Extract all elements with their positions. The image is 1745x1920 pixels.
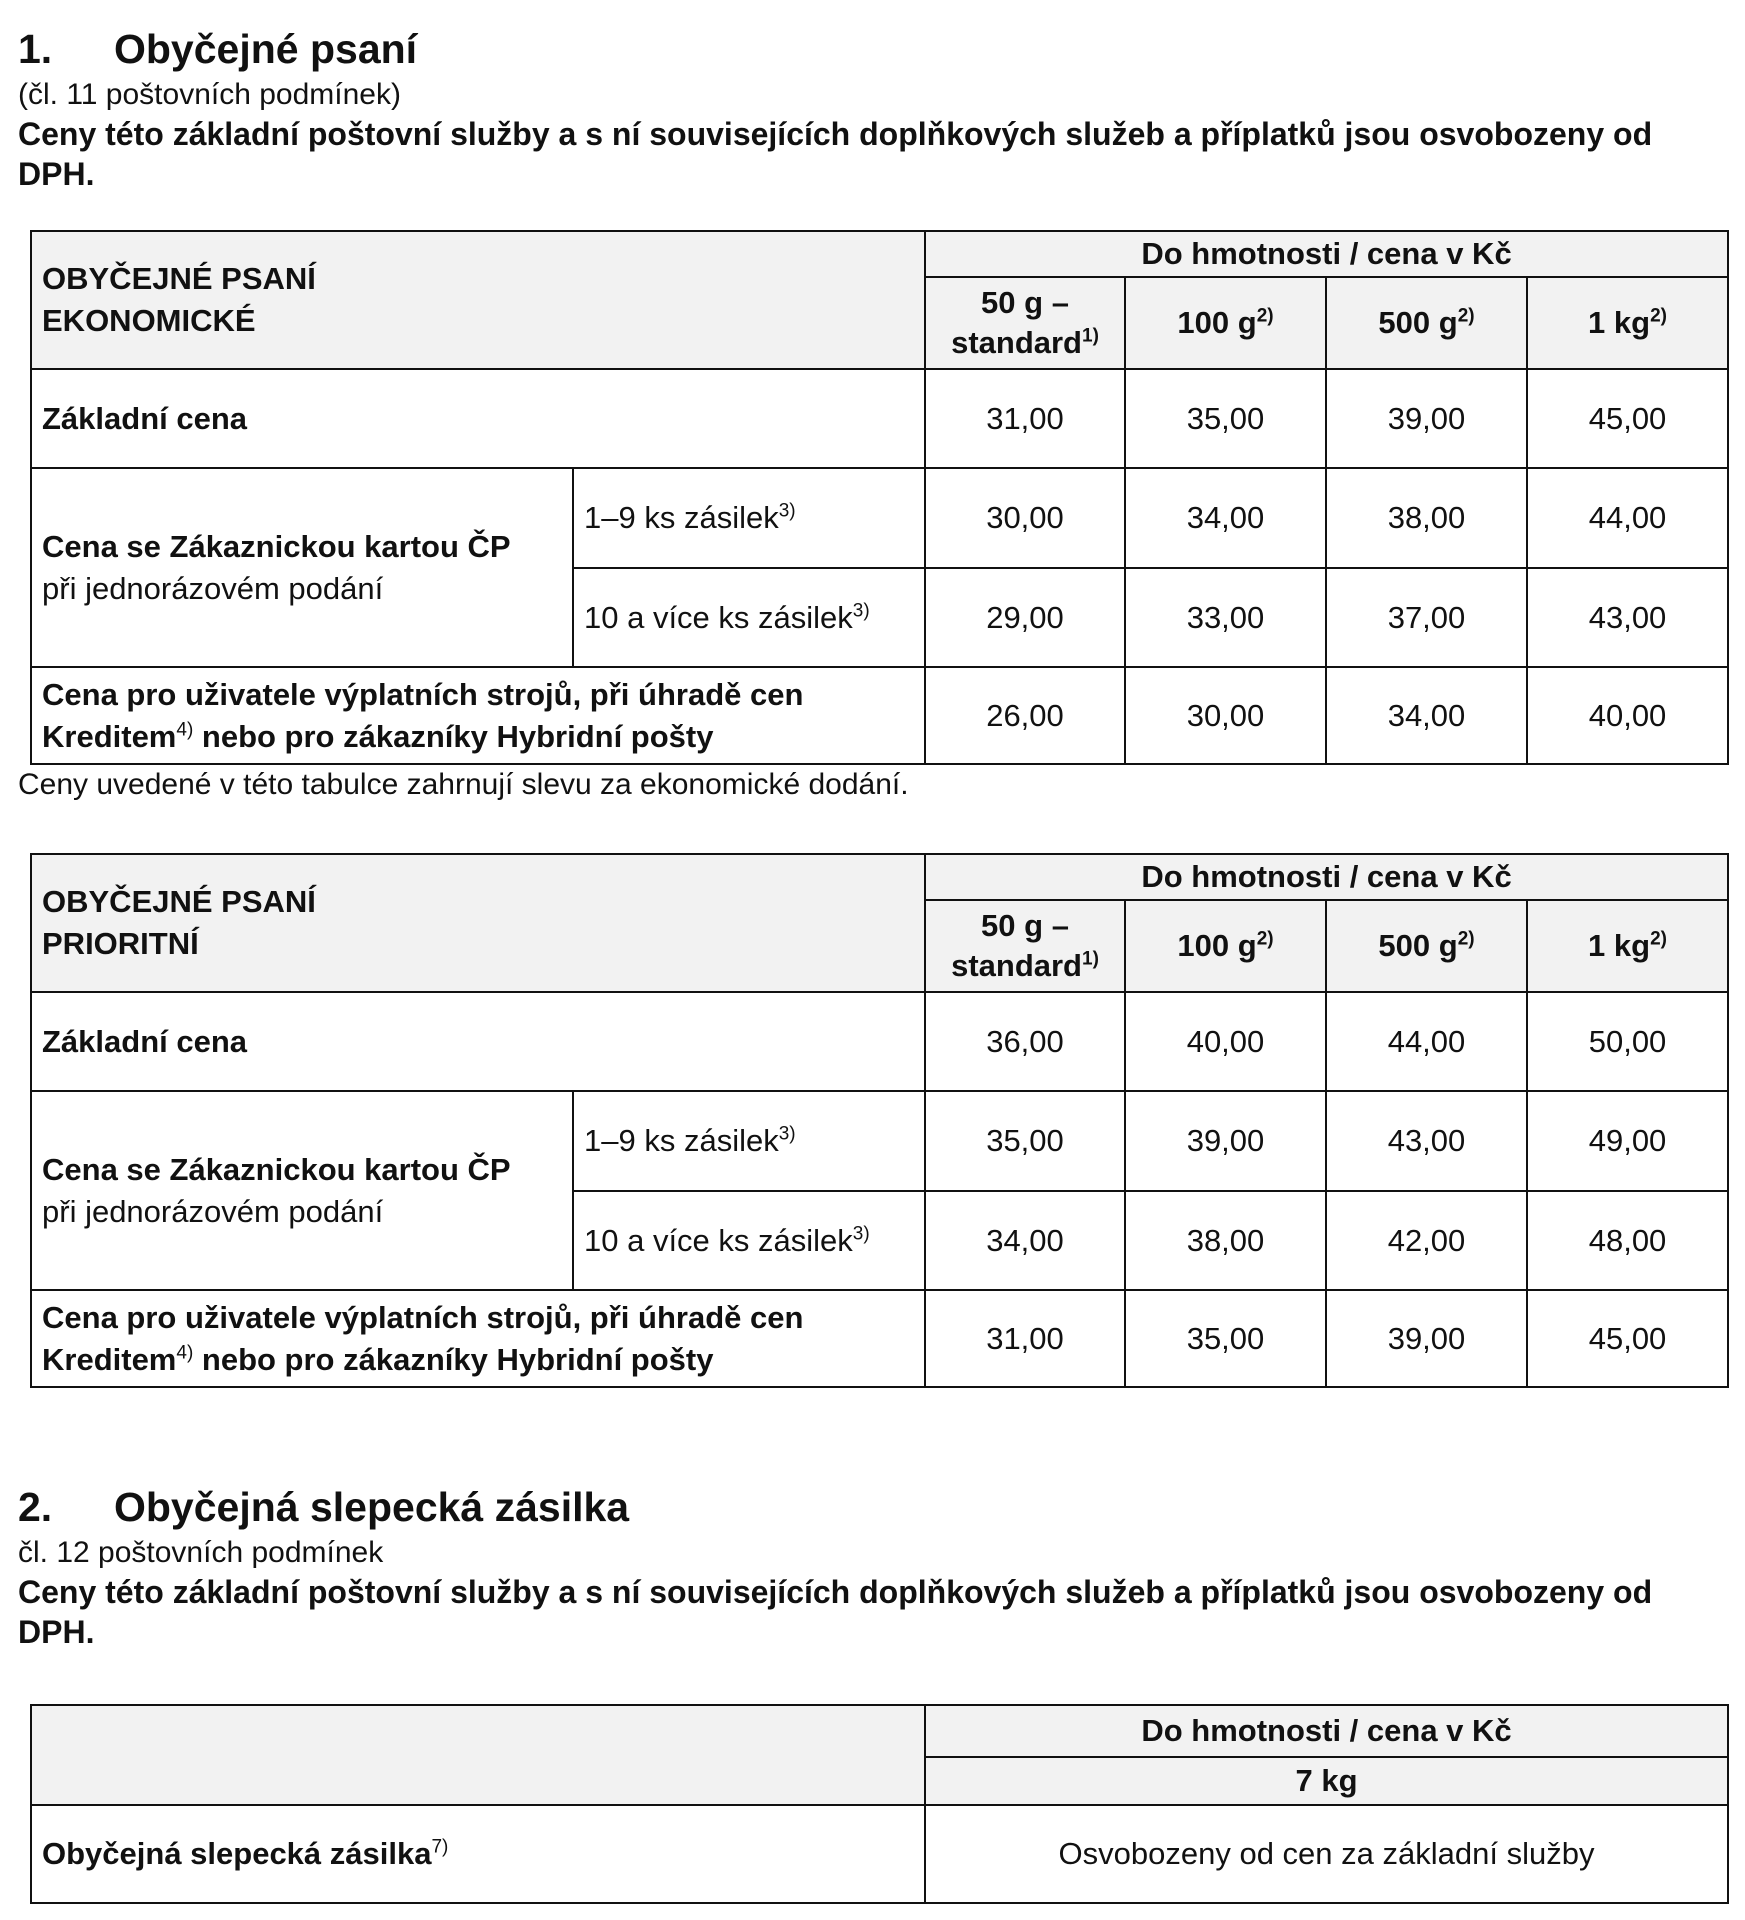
price-cell: 38,00 [1326, 468, 1527, 568]
table-row [31, 992, 1728, 1091]
sub-label-1-9: 1–9 ks zásilek$^{3)}$ [573, 468, 925, 568]
section-title: Obyčejná slepecká zásilka [114, 1484, 630, 1530]
vat-note: Ceny této základní poštovní služby a s ní souvisejících doplňkových služeb a příplatků jsou osvobozeny od DPH. [18, 116, 1653, 192]
price-cell: 38,00 [1125, 1191, 1326, 1290]
col-header-500g: 500 $g^{2)}$ [1326, 277, 1527, 369]
price-cell: 35,00 [925, 1091, 1125, 1191]
price-cell: 44,00 [1527, 468, 1728, 568]
sub-label-10: 10 a více ks zásilek$^{3)}$ [573, 1191, 925, 1290]
table-row [31, 369, 1728, 468]
section-title: Obyčejné psaní [114, 26, 418, 72]
weight-header: Do hmotnosti / cena v Kč [925, 231, 1728, 277]
section-2-heading [18, 1480, 1728, 1534]
section-number: 2. [18, 1484, 53, 1530]
price-cell: 39,00 [1326, 369, 1527, 468]
price-cell: Osvobozeny od cen za základní služby [925, 1805, 1728, 1903]
col-header-500g: 500 $g^{2)}$ [1326, 900, 1527, 992]
table-title-cell [31, 1705, 925, 1805]
col-header-50g: 50 g – standard$^{1)}$ [925, 900, 1125, 992]
price-cell: 49,00 [1527, 1091, 1728, 1191]
price-cell: 39,00 [1125, 1091, 1326, 1191]
price-cell: 37,00 [1326, 568, 1527, 667]
table-title-cell: OBYČEJNÉ PSANÍ PRIORITNÍ [31, 854, 925, 992]
table-row [31, 667, 1728, 764]
price-cell: 36,00 [925, 992, 1125, 1091]
col-header-7kg: 7 kg [925, 1757, 1728, 1805]
price-table-economy [30, 230, 1729, 765]
price-cell: 31,00 [925, 369, 1125, 468]
price-cell: 35,00 [1125, 369, 1326, 468]
section-1-heading [18, 22, 1728, 76]
price-cell: 34,00 [925, 1191, 1125, 1290]
section-reference: (čl. 11 poštovních podmínek) [18, 78, 401, 111]
price-cell: 45,00 [1527, 369, 1728, 468]
price-cell: 35,00 [1125, 1290, 1326, 1387]
price-cell: 40,00 [1527, 667, 1728, 764]
table-footnote: Ceny uvedené v této tabulce zahrnují slevu za ekonomické dodání. [18, 768, 909, 801]
price-cell: 31,00 [925, 1290, 1125, 1387]
price-cell: 42,00 [1326, 1191, 1527, 1290]
price-cell: 26,00 [925, 667, 1125, 764]
table-row [31, 1091, 1728, 1191]
col-header-100g: 100 $g^{2)}$ [1125, 900, 1326, 992]
weight-header: Do hmotnosti / cena v Kč [925, 854, 1728, 900]
price-cell: 34,00 [1125, 468, 1326, 568]
col-header-50g: 50 g – standard$^{1)}$ [925, 277, 1125, 369]
price-cell: 33,00 [1125, 568, 1326, 667]
price-cell: 34,00 [1326, 667, 1527, 764]
price-cell: 40,00 [1125, 992, 1326, 1091]
table-row [31, 468, 1728, 568]
price-cell: 50,00 [1527, 992, 1728, 1091]
price-cell: 48,00 [1527, 1191, 1728, 1290]
price-cell: 30,00 [1125, 667, 1326, 764]
col-header-100g: 100 $g^{2)}$ [1125, 277, 1326, 369]
table-row [31, 1805, 1728, 1903]
col-header-1kg: 1 $kg^{2)}$ [1527, 277, 1728, 369]
row-label-basic: Základní cena [31, 369, 925, 468]
row-label-card: Cena se Zákaznickou kartou ČP při jednorázovém podání [31, 468, 573, 667]
price-cell: 44,00 [1326, 992, 1527, 1091]
price-cell: 39,00 [1326, 1290, 1527, 1387]
price-table-blind [30, 1704, 1729, 1904]
sub-label-1-9: 1–9 ks zásilek$^{3)}$ [573, 1091, 925, 1191]
price-cell: 29,00 [925, 568, 1125, 667]
sub-label-10: 10 a více ks zásilek$^{3)}$ [573, 568, 925, 667]
price-cell: 43,00 [1326, 1091, 1527, 1191]
row-label-blind: Obyčejná slepecká zásilka$^{7)}$ [31, 1805, 925, 1903]
weight-header: Do hmotnosti / cena v Kč [925, 1705, 1728, 1757]
price-table-priority [30, 853, 1729, 1388]
table-title-cell: OBYČEJNÉ PSANÍ EKONOMICKÉ [31, 231, 925, 369]
table-row [31, 1290, 1728, 1387]
vat-note: Ceny této základní poštovní služby a s ní souvisejících doplňkových služeb a příplatků jsou osvobozeny od DPH. [18, 1574, 1653, 1650]
document [18, 22, 1728, 1904]
price-cell: 43,00 [1527, 568, 1728, 667]
row-label-basic: Základní cena [31, 992, 925, 1091]
col-header-1kg: 1 $kg^{2)}$ [1527, 900, 1728, 992]
row-label-card: Cena se Zákaznickou kartou ČP při jednorázovém podání [31, 1091, 573, 1290]
price-cell: 45,00 [1527, 1290, 1728, 1387]
row-label-machine: Cena pro uživatele výplatních strojů, při úhradě cen Kreditem$^{4)}$ nebo pro zákazníky Hybridní pošty [31, 667, 925, 764]
section-reference: čl. 12 poštovních podmínek [18, 1536, 384, 1569]
section-number: 1. [18, 26, 53, 72]
price-cell: 30,00 [925, 468, 1125, 568]
row-label-machine: Cena pro uživatele výplatních strojů, při úhradě cen Kreditem$^{4)}$ nebo pro zákazníky Hybridní pošty [31, 1290, 925, 1387]
